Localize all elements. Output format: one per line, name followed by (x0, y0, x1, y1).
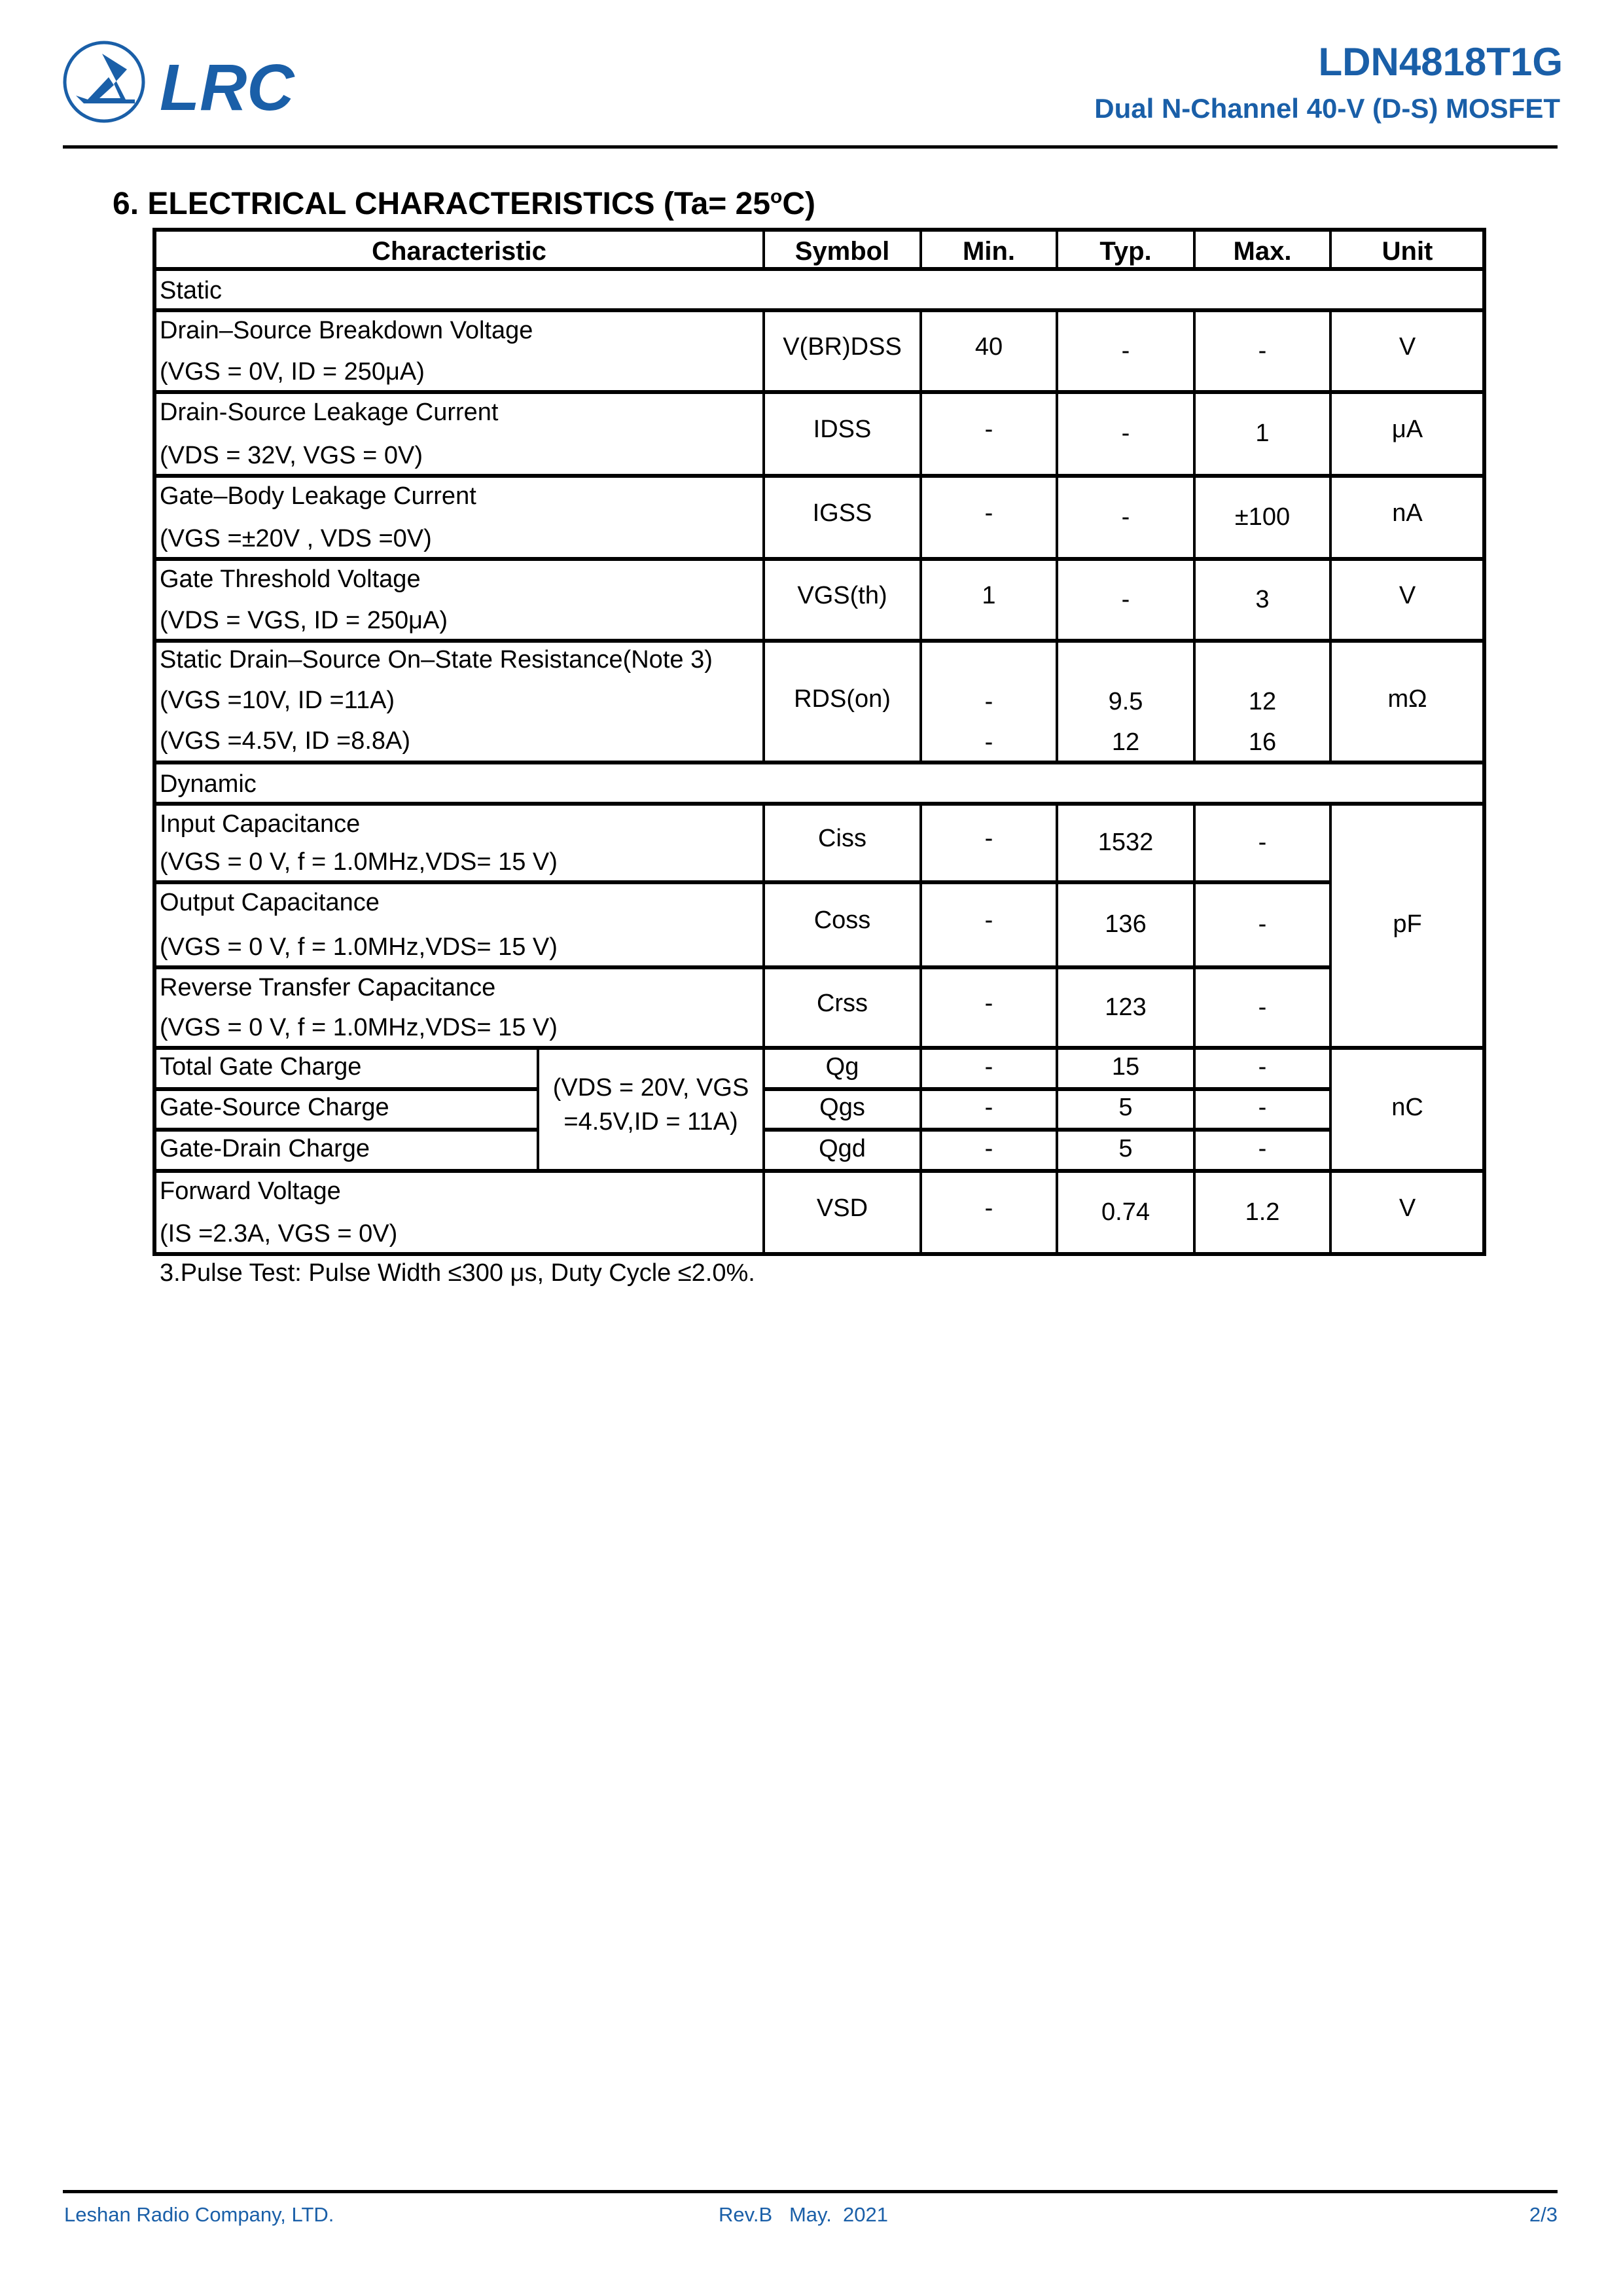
column-divider (919, 804, 922, 1254)
min-cell: - (984, 688, 993, 715)
min-cell: 40 (974, 332, 1003, 361)
column-divider (1193, 804, 1196, 1254)
row-divider (154, 390, 1484, 394)
footer-company: Leshan Radio Company, LTD. (64, 2203, 334, 2226)
row-divider (154, 761, 1484, 764)
column-divider (919, 310, 922, 762)
table-left-border (152, 228, 156, 1256)
max-cell: - (1258, 910, 1267, 938)
max-cell: - (1258, 336, 1267, 365)
column-divider (1056, 230, 1058, 269)
row-divider (154, 880, 1330, 884)
section-title-end: C) (782, 187, 816, 221)
max-cell: - (1258, 1134, 1267, 1162)
header-divider (63, 145, 1558, 149)
row-divider (154, 267, 1484, 271)
typ-cell: - (1121, 503, 1130, 531)
symbol-cell: VGS(th) (797, 581, 887, 609)
characteristic-name: Static Drain–Source On–State Resistance(Note 3) (160, 646, 713, 673)
column-divider (919, 230, 922, 269)
column-divider (1056, 804, 1058, 1254)
typ-cell: 5 (1118, 1134, 1133, 1162)
section-title-text: 6. ELECTRICAL CHARACTERISTICS (Ta= 25 (113, 187, 771, 221)
column-header: Max. (1233, 237, 1292, 266)
column-divider (1193, 230, 1196, 269)
typ-cell: 5 (1118, 1094, 1133, 1121)
row-divider (154, 1169, 1484, 1173)
column-divider (1329, 230, 1332, 269)
unit-cell: V (1399, 1194, 1416, 1222)
min-cell: - (984, 989, 993, 1017)
symbol-cell: Qgd (819, 1134, 866, 1162)
max-cell: ±100 (1234, 503, 1291, 531)
test-condition: (VGS = 0V, ID = 250μA) (160, 358, 425, 386)
column-divider (1056, 310, 1058, 762)
section-title (113, 186, 815, 222)
unit-cell: V (1399, 332, 1416, 361)
min-cell: - (984, 416, 993, 443)
unit-cell: mΩ (1387, 685, 1427, 713)
characteristic-name: Gate-Source Charge (160, 1094, 389, 1121)
max-cell: 3 (1255, 585, 1270, 613)
symbol-cell: V(BR)DSS (783, 332, 902, 361)
test-condition: (VGS = 0 V, f = 1.0MHz,VDS= 15 V) (160, 1014, 558, 1041)
typ-cell: 15 (1111, 1052, 1140, 1081)
test-condition: (VGS =10V, ID =11A) (160, 687, 395, 714)
column-header: Unit (1382, 237, 1433, 266)
column-divider (1193, 310, 1196, 762)
test-condition: (VGS =±20V , VDS =0V) (160, 525, 432, 552)
min-cell: - (984, 825, 993, 852)
logo-sail-icon (76, 54, 135, 103)
min-cell: - (984, 1194, 993, 1222)
row-divider (764, 1087, 1330, 1091)
characteristic-name: Gate-Drain Charge (160, 1134, 370, 1162)
min-cell: - (984, 728, 993, 756)
test-condition: (VDS = 32V, VGS = 0V) (160, 442, 423, 469)
symbol-cell: IDSS (813, 416, 872, 443)
unit-cell: nA (1392, 499, 1423, 527)
group-label-static: Static (160, 277, 223, 304)
device-subtitle: Dual N-Channel 40-V (D-S) MOSFET (1094, 93, 1560, 124)
row-divider (154, 965, 1330, 969)
row-divider (154, 1087, 538, 1091)
table-right-border (1482, 228, 1486, 1256)
part-number: LDN4818T1G (1318, 40, 1563, 84)
typ-cell: 123 (1105, 993, 1147, 1021)
column-divider (762, 310, 765, 762)
test-condition: (VDS = 20V, VGS (552, 1074, 749, 1102)
row-divider (154, 639, 1484, 643)
table-bottom-border (154, 1252, 1484, 1256)
logo-circle-icon (65, 43, 143, 121)
test-condition: (VGS =4.5V, ID =8.8A) (160, 727, 411, 755)
typ-cell: - (1121, 585, 1130, 613)
row-divider (154, 308, 1484, 312)
symbol-cell: Ciss (818, 825, 866, 852)
symbol-cell: IGSS (812, 499, 872, 527)
row-divider (154, 474, 1484, 478)
group-label-dynamic: Dynamic (160, 770, 257, 798)
min-cell: 1 (982, 581, 996, 609)
row-divider (154, 1128, 538, 1132)
column-header: Min. (963, 237, 1015, 266)
max-cell: 1 (1255, 420, 1270, 447)
typ-cell: 12 (1111, 728, 1140, 756)
characteristic-name: Reverse Transfer Capacitance (160, 974, 496, 1001)
row-divider (764, 1128, 1330, 1132)
max-cell: - (1258, 829, 1267, 856)
min-cell: - (984, 499, 993, 527)
degree-mark: o (770, 186, 783, 207)
max-cell: - (1258, 993, 1267, 1021)
column-divider (762, 804, 765, 1254)
column-divider (762, 230, 765, 269)
symbol-cell: RDS(on) (794, 685, 891, 713)
unit-cell: nC (1391, 1094, 1423, 1121)
row-divider (154, 802, 1484, 806)
min-cell: - (984, 1052, 993, 1081)
max-cell: - (1258, 1094, 1267, 1121)
footer-divider (63, 2190, 1558, 2193)
test-condition: =4.5V,ID = 11A) (563, 1108, 738, 1136)
characteristic-name: Drain-Source Leakage Current (160, 399, 499, 426)
column-header: Symbol (794, 237, 890, 266)
logo-text: LRC (160, 51, 294, 124)
symbol-cell: Qgs (819, 1094, 865, 1121)
column-header: Characteristic (372, 237, 546, 266)
test-condition: (VDS = VGS, ID = 250μA) (160, 607, 448, 634)
column-divider (537, 1048, 539, 1171)
symbol-cell: Coss (813, 906, 871, 934)
typ-cell: - (1121, 336, 1130, 365)
typ-cell: - (1121, 420, 1130, 447)
test-condition: (VGS = 0 V, f = 1.0MHz,VDS= 15 V) (160, 933, 558, 961)
table-top-border (154, 228, 1484, 232)
characteristic-name: Output Capacitance (160, 889, 380, 916)
typ-cell: 0.74 (1101, 1198, 1150, 1226)
characteristic-name: Gate Threshold Voltage (160, 565, 421, 593)
test-condition: (VGS = 0 V, f = 1.0MHz,VDS= 15 V) (160, 848, 558, 876)
characteristic-name: Gate–Body Leakage Current (160, 482, 476, 510)
characteristic-name: Drain–Source Breakdown Voltage (160, 317, 533, 344)
min-cell: - (984, 1134, 993, 1162)
typ-cell: 136 (1105, 910, 1147, 938)
symbol-cell: VSD (816, 1194, 868, 1222)
symbol-cell: Crss (816, 989, 868, 1017)
characteristic-name: Forward Voltage (160, 1177, 341, 1205)
characteristic-name: Total Gate Charge (160, 1052, 362, 1081)
unit-cell: pF (1393, 910, 1422, 938)
typ-cell: 1532 (1097, 829, 1154, 856)
max-cell: 1.2 (1245, 1198, 1280, 1226)
footer-revision: Rev.B May. 2021 (719, 2203, 889, 2226)
column-divider (1329, 310, 1332, 762)
column-divider (1329, 804, 1332, 1254)
row-divider (154, 1046, 1484, 1050)
typ-cell: 9.5 (1108, 688, 1143, 715)
max-cell: 16 (1248, 728, 1277, 756)
unit-cell: V (1399, 581, 1416, 609)
symbol-cell: Qg (825, 1052, 859, 1081)
max-cell: 12 (1248, 688, 1277, 715)
min-cell: - (984, 906, 993, 934)
unit-cell: μA (1391, 416, 1423, 443)
row-divider (154, 557, 1484, 561)
lrc-logo (62, 39, 310, 124)
footnote: 3.Pulse Test: Pulse Width ≤300 μs, Duty Cycle ≤2.0%. (160, 1259, 755, 1287)
footer-page-number: 2/3 (1529, 2203, 1558, 2226)
column-header: Typ. (1099, 237, 1152, 266)
test-condition: (IS =2.3A, VGS = 0V) (160, 1220, 398, 1247)
characteristic-name: Input Capacitance (160, 810, 361, 838)
max-cell: - (1258, 1052, 1267, 1081)
min-cell: - (984, 1094, 993, 1121)
